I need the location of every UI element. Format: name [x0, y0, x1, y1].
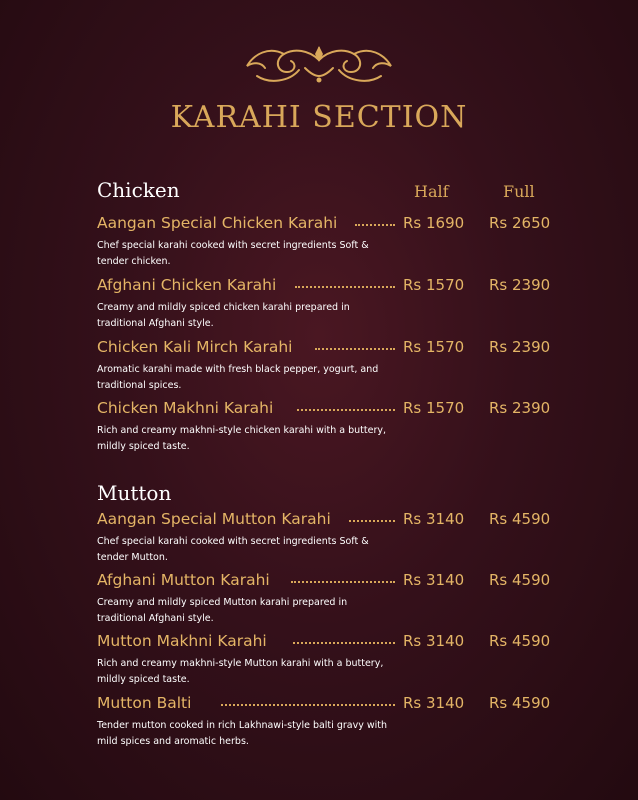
column-header-half: Half — [414, 182, 449, 201]
dot-leader — [221, 704, 395, 706]
item-name: Mutton Balti — [97, 694, 192, 712]
price-full: Rs 2650 — [489, 214, 551, 232]
item-description: Creamy and mildly spiced chicken karahi prepared in traditional Afghani style. — [97, 302, 350, 329]
item-description: Rich and creamy makhni-style Mutton karahi with a buttery, mildly spiced taste. — [97, 658, 384, 685]
menu-item — [97, 338, 567, 394]
menu-item — [97, 276, 567, 332]
dot-leader — [297, 409, 395, 411]
column-header-full: Full — [503, 182, 535, 201]
dot-leader — [349, 520, 395, 522]
item-description: Chef special karahi cooked with secret ingredients Soft & tender Mutton. — [97, 536, 369, 563]
dot-leader — [291, 581, 395, 583]
menu-item — [97, 214, 567, 270]
item-name: Aangan Special Chicken Karahi — [97, 214, 338, 232]
menu-item — [97, 399, 567, 455]
item-description: Tender mutton cooked in rich Lakhnawi-style balti gravy with mild spices and aromatic herbs. — [97, 720, 387, 747]
item-name: Aangan Special Mutton Karahi — [97, 510, 331, 528]
item-name: Afghani Chicken Karahi — [97, 276, 277, 294]
item-name: Mutton Makhni Karahi — [97, 632, 267, 650]
price-half: Rs 3140 — [403, 510, 465, 528]
price-full: Rs 4590 — [489, 510, 551, 528]
item-description: Aromatic karahi made with fresh black pepper, yogurt, and traditional spices. — [97, 364, 379, 391]
price-full: Rs 2390 — [489, 276, 551, 294]
item-description: Rich and creamy makhni-style chicken karahi with a buttery, mildly spiced taste. — [97, 425, 386, 452]
menu-item — [97, 632, 567, 688]
item-name: Chicken Makhni Karahi — [97, 399, 274, 417]
item-name: Chicken Kali Mirch Karahi — [97, 338, 293, 356]
price-half: Rs 1690 — [403, 214, 465, 232]
page-title: KARAHI SECTION — [170, 100, 468, 135]
menu-item — [97, 510, 567, 566]
price-half: Rs 3140 — [403, 571, 465, 589]
price-half: Rs 1570 — [403, 276, 465, 294]
price-half: Rs 1570 — [403, 399, 465, 417]
item-name: Afghani Mutton Karahi — [97, 571, 270, 589]
price-half: Rs 3140 — [403, 694, 465, 712]
price-full: Rs 4590 — [489, 571, 551, 589]
price-full: Rs 4590 — [489, 632, 551, 650]
section-title-mutton: Mutton — [97, 481, 172, 505]
item-description: Chef special karahi cooked with secret ingredients Soft & tender chicken. — [97, 240, 369, 267]
price-half: Rs 3140 — [403, 632, 465, 650]
dot-leader — [315, 348, 395, 350]
menu-item — [97, 694, 567, 750]
menu-item — [97, 571, 567, 627]
price-full: Rs 4590 — [489, 694, 551, 712]
dot-leader — [355, 224, 395, 226]
dot-leader — [293, 642, 395, 644]
price-half: Rs 1570 — [403, 338, 465, 356]
item-description: Creamy and mildly spiced Mutton karahi prepared in traditional Afghani style. — [97, 597, 348, 624]
price-full: Rs 2390 — [489, 399, 551, 417]
flourish-ornament-icon — [239, 40, 399, 90]
dot-leader — [295, 286, 395, 288]
price-full: Rs 2390 — [489, 338, 551, 356]
section-title-chicken: Chicken — [97, 178, 180, 202]
